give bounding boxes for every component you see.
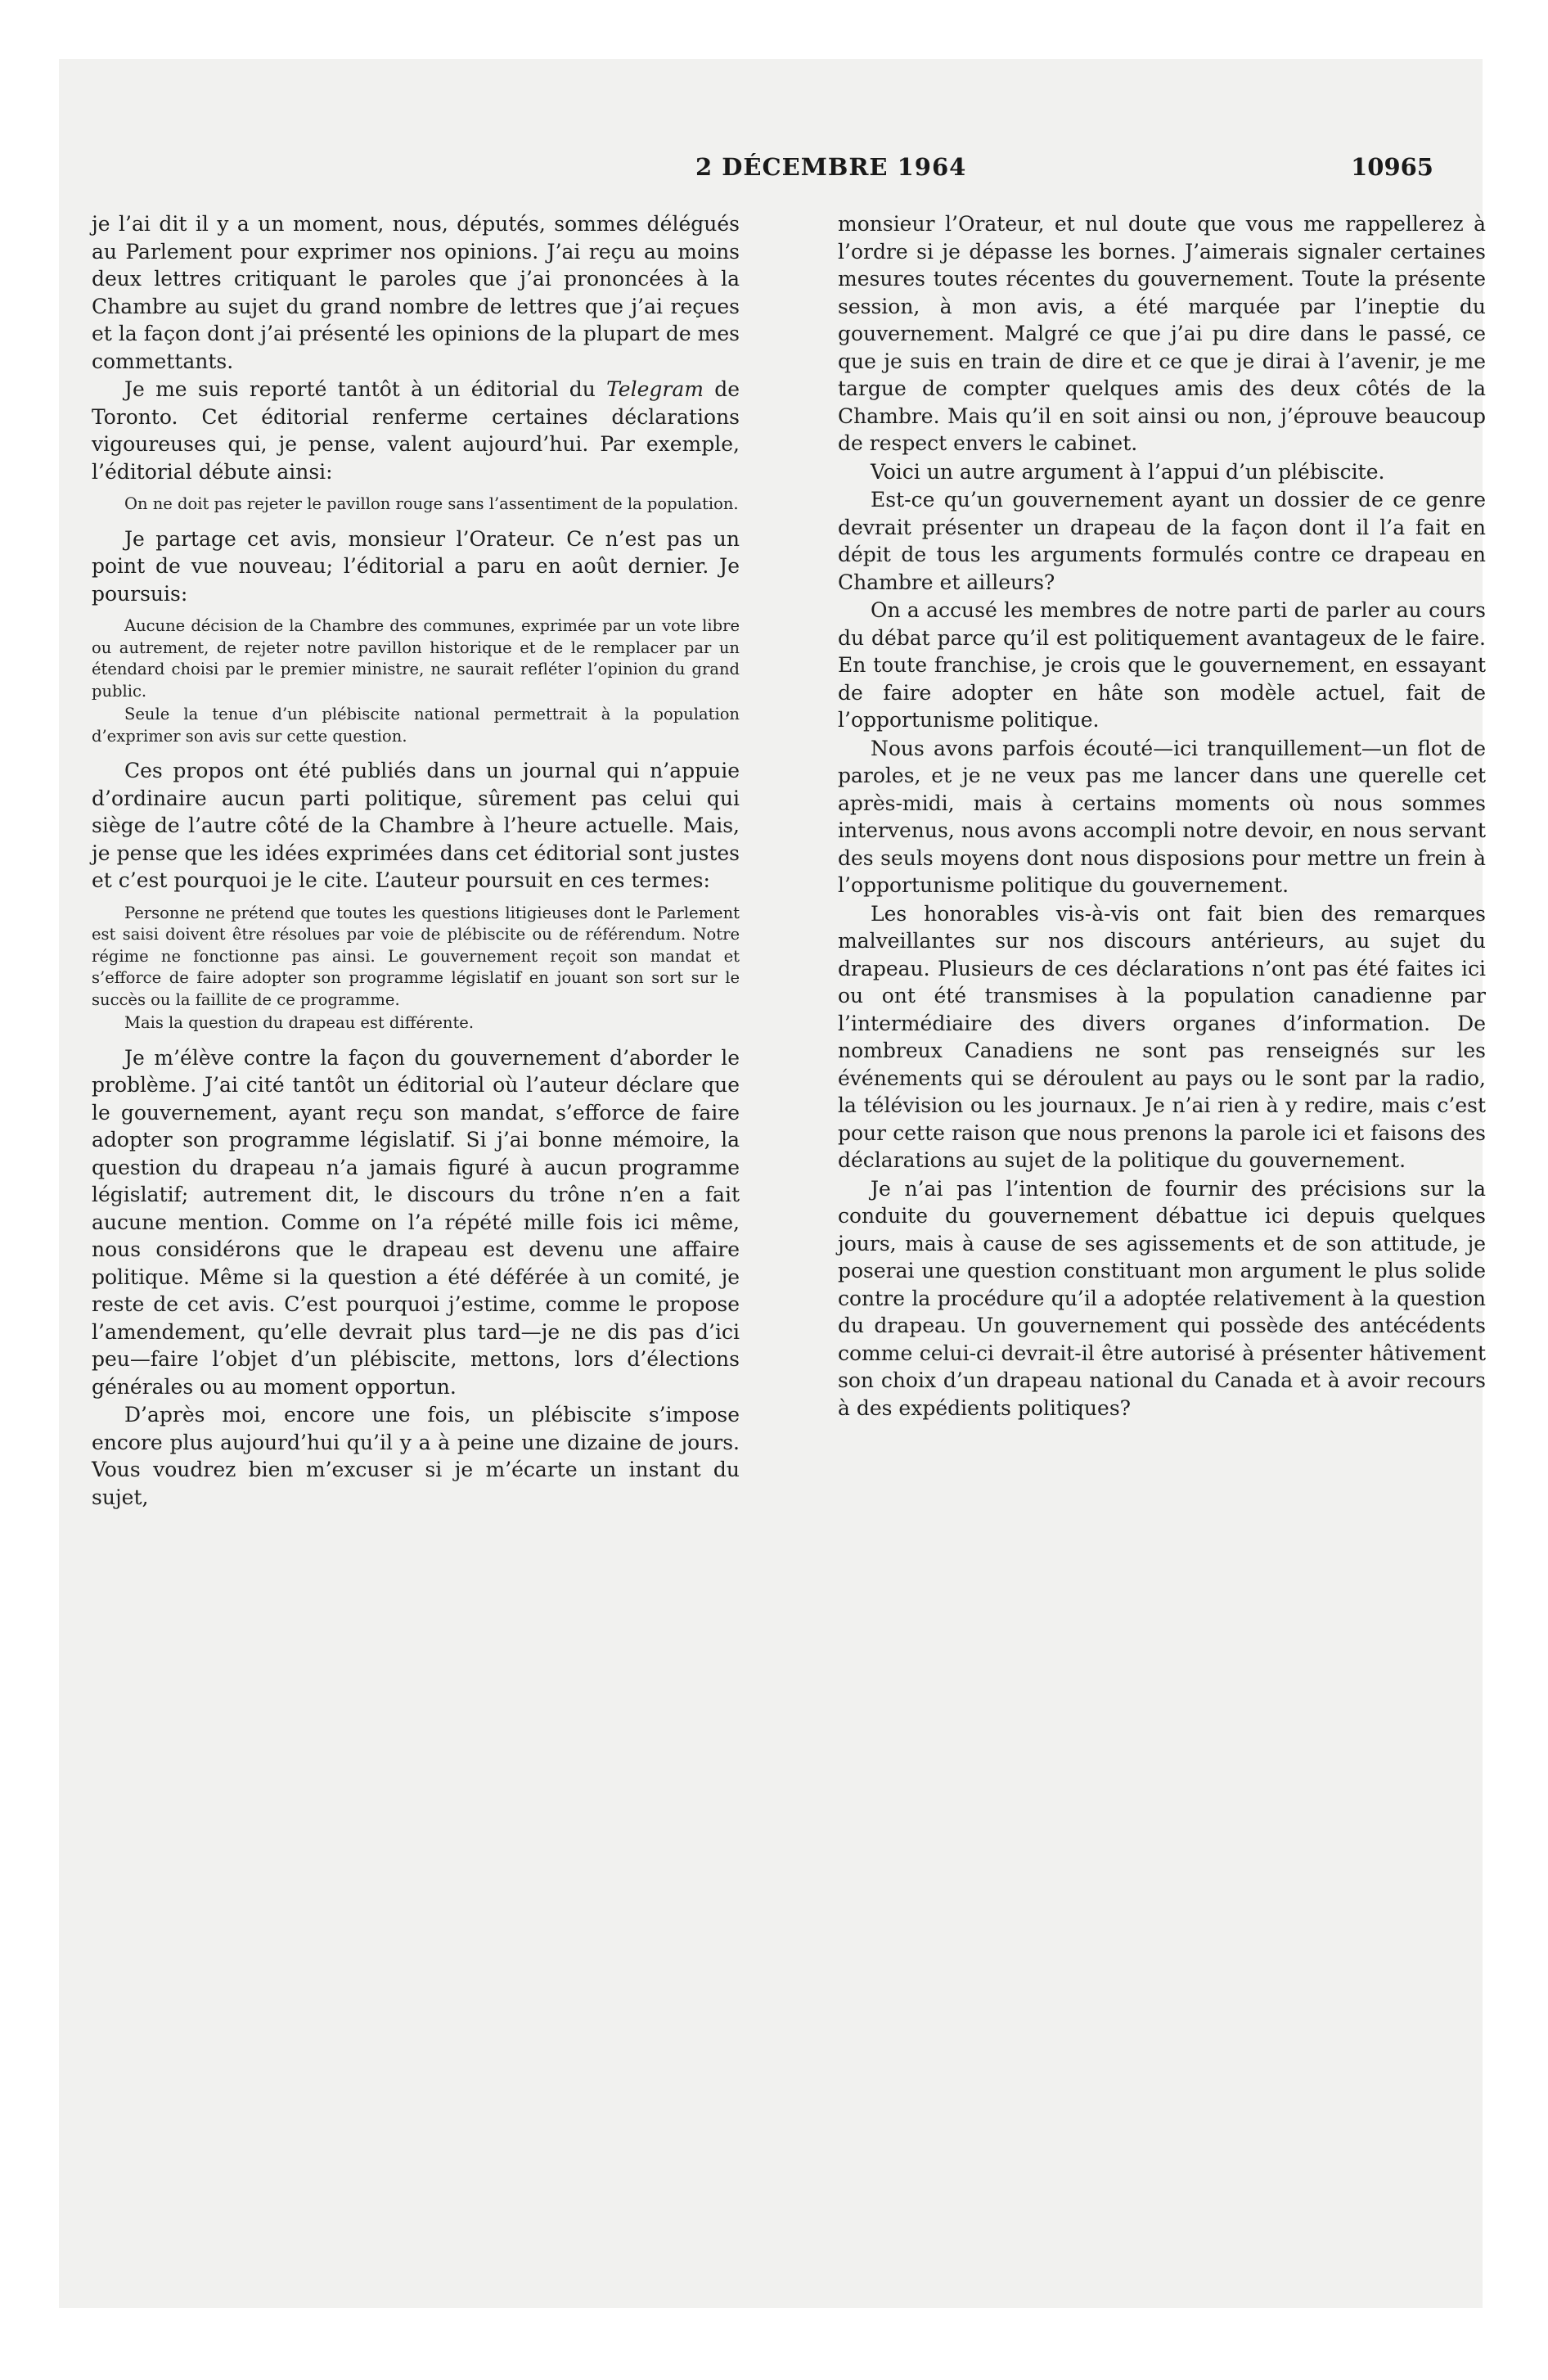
paragraph-text: de Toronto. Cet éditorial renferme certaines déclarations vigoureuses qui, je pense, valent aujourd’hui. Par exemple, l’éditorial débute ainsi: (92, 377, 740, 484)
newspaper-title: Telegram (606, 377, 704, 401)
paragraph: On a accusé les membres de notre parti de parler au cours du débat parce qu’il est politiquement avantageux de le faire. En toute franchise, je crois que le gouvernement, en essayant de faire adopter en hâte son modèle actuel, fait de l’opportunisme politique. (838, 598, 1486, 732)
paragraph: D’après moi, encore une fois, un plébiscite s’impose encore plus aujourd’hui qu’il y a à peine une dizaine de jours. Vous voudrez bien m’excuser si je m’écarte un instant du sujet, (92, 1403, 740, 1509)
paragraph-text: Je me suis reporté tantôt à un éditorial du (124, 377, 607, 401)
paragraph: monsieur l’Orateur, et nul doute que vous me rappellerez à l’ordre si je dépasse les bornes. J’aimerais signaler certaines mesures toutes récentes du gouvernement. Toute la présente session, à mon avis, a été marquée par l’ineptie du gouvernement. Malgré ce que j’ai pu dire dans le passé, ce que je suis en train de dire et ce que je dirai à l’avenir, je me targue de compter quelques amis des deux côtés de la Chambre. Mais qu’il en soit ainsi ou non, j’éprouve beaucoup de respect envers le cabinet. (838, 212, 1486, 455)
paragraph: Les honorables vis-à-vis ont fait bien des remarques malveillantes sur nos discours antérieurs, au sujet du drapeau. Plusieurs de ces déclarations n’ont pas été faites ici ou ont été transmises à la population canadienne par l’intermédiaire des divers organes d’information. De nombreux Canadiens ne sont pas renseignés sur les événements qui se déroulent au pays ou le sont par la radio, la télévision ou les journaux. Je n’ai rien à y redire, mais c’est pour cette raison que nous prenons la parole ici et faisons des déclarations au sujet de la politique du gouvernement. (838, 901, 1486, 1172)
paragraph: Je partage cet avis, monsieur l’Orateur. Ce n’est pas un point de vue nouveau; l’éditorial a paru en août dernier. Je poursuis: (92, 526, 740, 606)
block-quote: On ne doit pas rejeter le pavillon rouge sans l’assentiment de la population. (124, 494, 739, 513)
right-column (838, 210, 1492, 1422)
paragraph: Ces propos ont été publiés dans un journal qui n’appuie d’ordinaire aucun parti politique, sûrement pas celui qui siège de l’autre côté de la Chambre à l’heure actuelle. Mais, je pense que les idées exprimées dans cet éditorial sont justes et c’est pourquoi je le cite. L’auteur poursuit en ces termes: (92, 759, 740, 893)
block-quote: Personne ne prétend que toutes les questions litigieuses dont le Parlement est saisi doivent être résolues par voie de plébiscite ou de référendum. Notre régime ne fonctionne pas ainsi. Le gouvernement reçoit son mandat et s’efforce de faire adopter son programme législatif en jouant son sort sur le succès ou la faillite de ce programme. (92, 903, 740, 1009)
paragraph: Je n’ai pas l’intention de fournir des précisions sur la conduite du gouvernement débattue ici depuis quelques jours, mais à cause de ses agissements et de son attitude, je poserai une question constituant mon argument le plus solide contre la procédure qu’il a adoptée relativement à la question du drapeau. Un gouvernement qui possède des antécédents comme celui-ci devrait-il être autorisé à présenter hâtivement son choix d’un drapeau national du Canada et à avoir recours à des expédients politiques? (838, 1176, 1486, 1420)
block-quote: Seule la tenue d’un plébiscite national permettrait à la population d’exprimer son avis sur cette question. (92, 705, 740, 746)
block-quote: Aucune décision de la Chambre des communes, exprimée par un vote libre ou autrement, de rejeter notre pavillon historique et de le remplacer par un étendard choisi par le premier ministre, ne saurait refléter l’opinion du grand public. (92, 616, 740, 701)
paragraph: Voici un autre argument à l’appui d’un plébiscite. (871, 459, 1385, 484)
paragraph: Est-ce qu’un gouvernement ayant un dossier de ce genre devrait présenter un drapeau de la façon dont il l’a fait en dépit de tous les arguments formulés contre ce drapeau en Chambre et ailleurs? (838, 488, 1486, 594)
block-quote: Mais la question du drapeau est différente. (124, 1013, 475, 1033)
paragraph: Je m’élève contre la façon du gouvernement d’aborder le problème. J’ai cité tantôt un éditorial où l’auteur déclare que le gouvernement, ayant reçu son mandat, s’efforce de faire adopter son programme législatif. Si j’ai bonne mémoire, la question du drapeau n’a jamais figuré à aucun programme législatif; autrement dit, le discours du trône n’en a fait aucune mention. Comme on l’a répété mille fois ici même, nous considérons que le drapeau est devenu une affaire politique. Même si la question a été déférée à un comité, je reste de cet avis. C’est pourquoi j’estime, comme le propose l’amendement, qu’elle devrait plus tard—je ne dis pas d’ici peu—faire l’objet d’un plébiscite, mettons, lors d’élections générales ou au moment opportun. (92, 1045, 740, 1399)
page-sheet (59, 59, 1486, 2308)
left-column (92, 210, 779, 1512)
paragraph (92, 376, 740, 485)
paragraph: je l’ai dit il y a un moment, nous, députés, sommes délégués au Parlement pour exprimer nos opinions. J’ai reçu au moins deux lettres critiquant le paroles que j’ai prononcées à la Chambre au sujet du grand nombre de lettres que j’ai reçues et la façon dont j’ai présenté les opinions de la plupart de mes commettants. (92, 212, 740, 373)
page-date: 2 DÉCEMBRE 1964 (695, 153, 967, 181)
page-number: 10965 (1351, 153, 1433, 181)
paragraph: Nous avons parfois écouté—ici tranquillement—un flot de paroles, et je ne veux pas me lancer dans une querelle cet après-midi, mais à certains moments où nous sommes intervenus, nous avons accompli notre devoir, en nous servant des seuls moyens dont nous disposions pour mettre un frein à l’opportunisme politique du gouvernement. (838, 736, 1486, 897)
